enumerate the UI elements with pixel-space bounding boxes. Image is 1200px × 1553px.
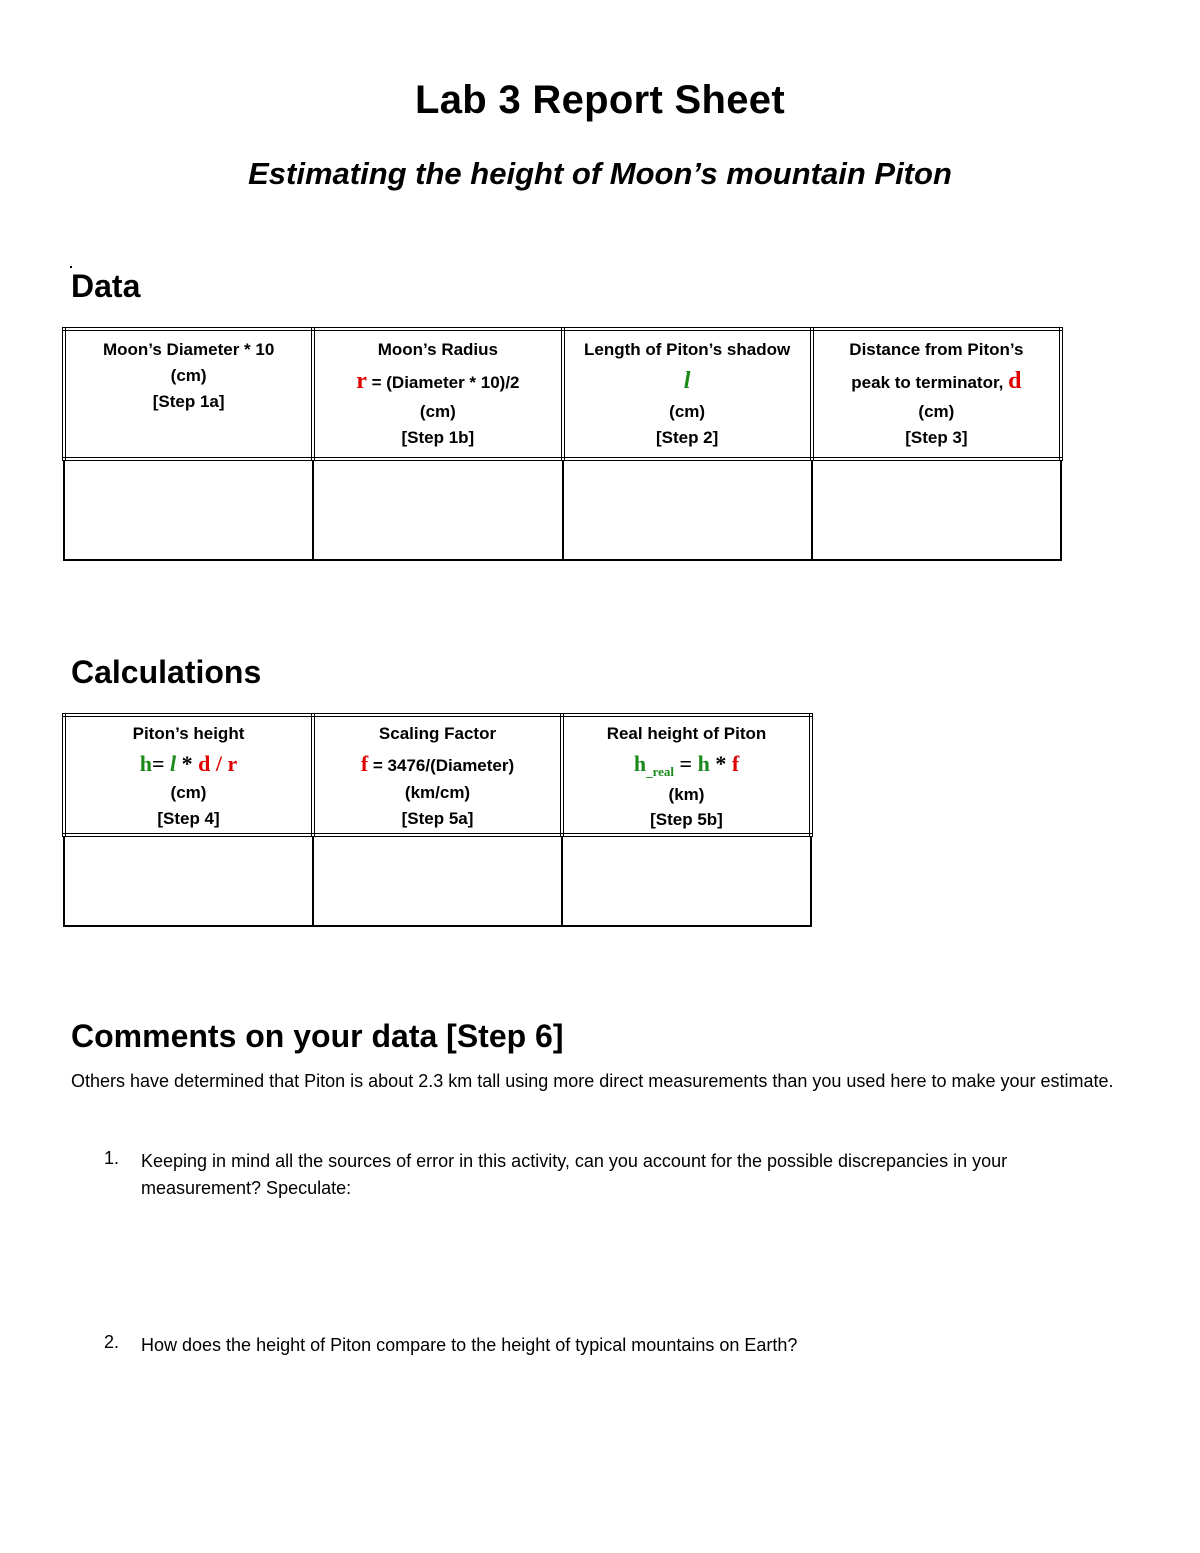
header-label: Distance from Piton’s [849, 340, 1024, 359]
comments-intro: Others have determined that Piton is about 2.3 km tall using more direct measurements than you used here to make your estimate. [71, 1071, 1114, 1091]
input-cell-shadow[interactable] [563, 459, 812, 560]
header-step: [Step 1b] [401, 428, 475, 448]
formula-text: = (Diameter * 10)/2 [366, 372, 520, 392]
header-step: [Step 3] [905, 428, 968, 448]
formula-text: = 3476/(Diameter) [368, 755, 515, 775]
header-label: Piton’s height [132, 724, 245, 743]
section-heading-data: Data [71, 268, 141, 304]
variable-h: h [633, 750, 647, 776]
input-cell-piton-height[interactable] [64, 835, 313, 926]
header-unit: (km) [668, 784, 705, 804]
variable-f: f [731, 750, 740, 776]
question-number: 1. [104, 1148, 120, 1168]
header-step: [Step 5b] [650, 810, 723, 830]
header-formula [564, 747, 809, 782]
header-label: Scaling Factor [378, 724, 497, 743]
variable-h: h [139, 750, 152, 776]
formula-text: / [210, 750, 228, 776]
input-cell-real-height[interactable] [562, 835, 811, 926]
header-label: Length of Piton’s shadow [584, 340, 791, 359]
header-piton-height [64, 715, 313, 835]
table-header-row [64, 329, 1061, 459]
header-unit: (cm) [918, 402, 955, 422]
variable-l: l [683, 367, 691, 394]
formula-text: = [674, 750, 698, 776]
header-unit: (cm) [170, 365, 207, 385]
header-moon-radius [313, 329, 562, 459]
variable-f: f [360, 750, 369, 776]
header-real-height [562, 715, 811, 835]
header-unit: (km/cm) [404, 783, 471, 803]
section-heading-comments: Comments on your data [Step 6] [71, 1018, 564, 1054]
formula-text: = [151, 750, 171, 776]
calculations-table [62, 713, 813, 927]
header-unit: (cm) [419, 402, 456, 422]
table-row [64, 835, 811, 926]
formula-text: peak to terminator, [851, 372, 1009, 392]
variable-h: h [697, 750, 710, 776]
input-cell-radius[interactable] [313, 459, 562, 560]
header-step: [Step 1a] [152, 391, 225, 411]
question-1: Keeping in mind all the sources of error in this activity, can you account for the possible discrepancies in your measurement? Speculate: [141, 1151, 1008, 1198]
variable-r: r [227, 750, 238, 776]
header-step: [Step 5a] [401, 809, 474, 829]
header-unit: (cm) [669, 402, 706, 422]
header-distance-terminator [812, 329, 1061, 459]
input-cell-diameter[interactable] [64, 459, 313, 560]
header-formula [565, 363, 810, 399]
input-cell-scaling-factor[interactable] [313, 835, 562, 926]
subscript-real: _real [646, 763, 675, 779]
question-number: 2. [104, 1332, 120, 1352]
header-shadow-length [563, 329, 812, 459]
variable-d: d [1008, 367, 1022, 394]
table-header-row [64, 715, 811, 835]
header-unit: (cm) [170, 783, 207, 803]
input-cell-distance[interactable] [812, 459, 1061, 560]
page-title: Lab 3 Report Sheet [415, 78, 785, 122]
header-scaling-factor [313, 715, 562, 835]
question-2: How does the height of Piton compare to the height of typical mountains on Earth? [141, 1335, 798, 1355]
table-row [64, 459, 1061, 560]
formula-text: * [709, 750, 732, 776]
header-formula [66, 747, 311, 780]
variable-d: d [198, 750, 211, 776]
section-heading-calculations: Calculations [71, 654, 262, 690]
data-table [62, 327, 1063, 561]
variable-r: r [356, 367, 367, 394]
header-formula [315, 363, 560, 399]
header-label: Moon’s Radius [377, 340, 498, 359]
variable-l: l [170, 750, 177, 776]
header-label: Moon’s Diameter * 10 [102, 340, 275, 359]
formula-text: * [176, 750, 199, 776]
header-formula [814, 363, 1059, 399]
header-step: [Step 2] [655, 428, 719, 448]
header-moon-diameter [64, 329, 313, 459]
page-subtitle: Estimating the height of Moon’s mountain Piton [248, 156, 952, 191]
header-label: Real height of Piton [606, 724, 767, 743]
header-formula [315, 747, 560, 780]
header-step: [Step 4] [157, 809, 220, 829]
